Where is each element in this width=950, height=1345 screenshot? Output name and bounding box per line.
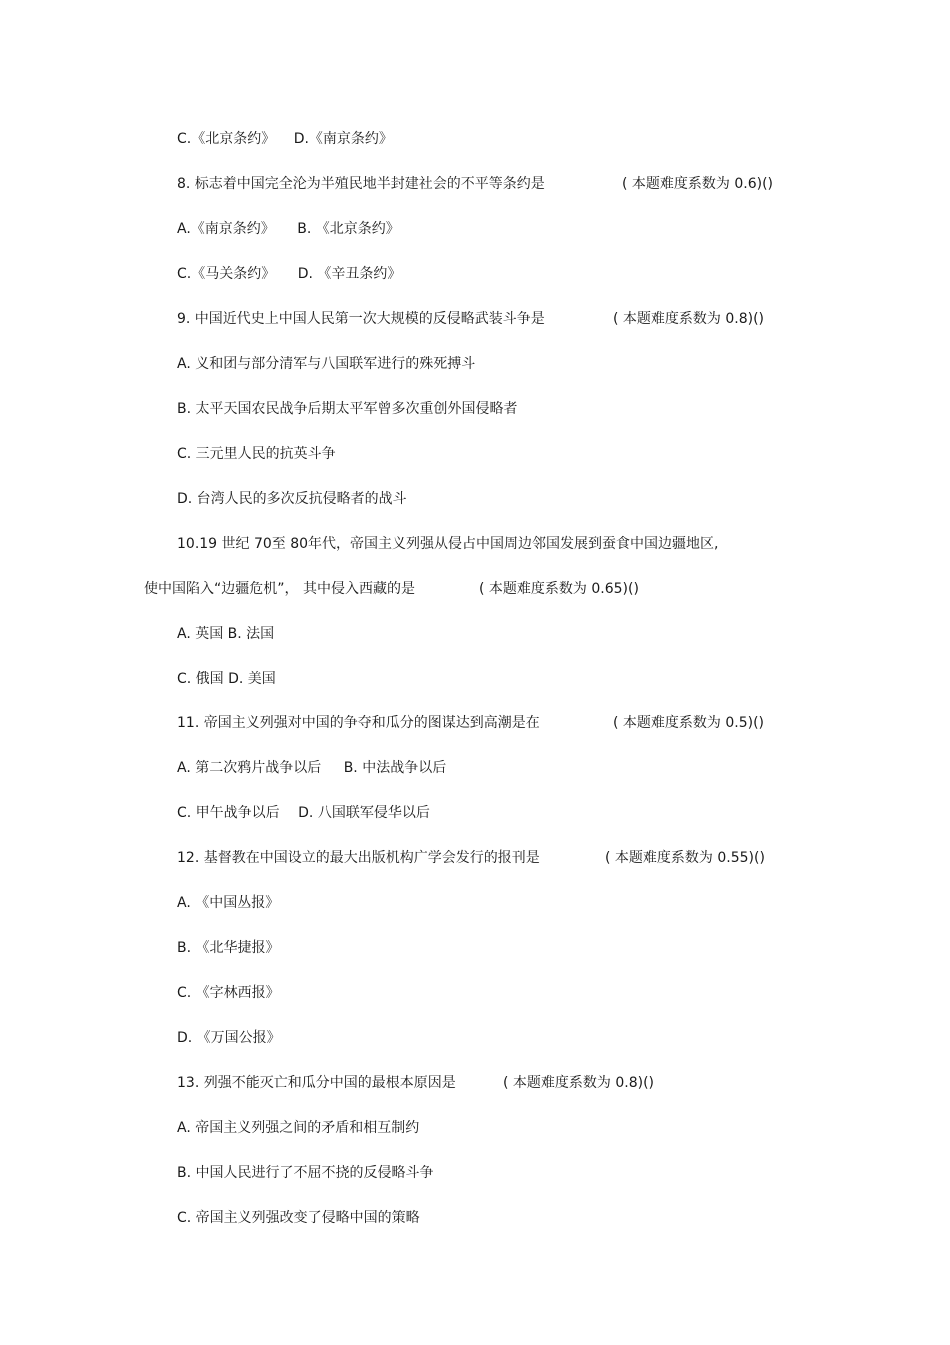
question-12-option-a: A. 《中国丛报》 xyxy=(177,895,280,911)
question-12-difficulty: ( 本题难度系数为 0.55)() xyxy=(605,850,765,866)
option-c: C.《马关条约》 xyxy=(177,266,276,282)
question-13-option-c: C. 帝国主义列强改变了侵略中国的策略 xyxy=(177,1210,420,1226)
option-d: D. 八国联军侵华以后 xyxy=(298,805,430,821)
question-9-option-b: B. 太平天国农民战争后期太平军曾多次重创外国侵略者 xyxy=(177,401,518,417)
question-12 xyxy=(177,849,797,867)
question-9-difficulty: ( 本题难度系数为 0.8)() xyxy=(613,311,765,327)
question-13-option-b: B. 中国人民进行了不屈不挠的反侵略斗争 xyxy=(177,1165,434,1181)
question-9-text: 9. 中国近代史上中国人民第一次大规模的反侵略武装斗争是 xyxy=(177,311,545,327)
question-8-difficulty: ( 本题难度系数为 0.6)() xyxy=(622,176,774,192)
question-9 xyxy=(177,310,797,328)
question-8-options-c-d xyxy=(177,265,401,283)
question-13-text: 13. 列强不能灭亡和瓜分中国的最根本原因是 xyxy=(177,1075,456,1091)
question-12-text: 12. 基督教在中国设立的最大出版机构广学会发行的报刊是 xyxy=(177,850,540,866)
question-11-options-a-b xyxy=(177,759,446,777)
question-8-text: 8. 标志着中国完全沦为半殖民地半封建社会的不平等条约是 xyxy=(177,176,545,192)
question-11-options-c-d xyxy=(177,804,430,822)
question-10-line-2 xyxy=(144,580,764,598)
question-12-option-b: B. 《北华捷报》 xyxy=(177,940,280,956)
question-8 xyxy=(177,175,797,193)
question-13-difficulty: ( 本题难度系数为 0.8)() xyxy=(503,1075,655,1091)
question-8-options-a-b xyxy=(177,220,400,238)
question-11-text: 11. 帝国主义列强对中国的争夺和瓜分的图谋达到高潮是在 xyxy=(177,715,540,731)
question-10-text: 使中国陷入“边疆危机”， 其中侵入西藏的是 xyxy=(144,581,415,597)
options-line-c-d xyxy=(177,130,393,148)
question-9-option-c: C. 三元里人民的抗英斗争 xyxy=(177,446,336,462)
question-10-line-1: 10.19 世纪 70至 80年代，帝国主义列强从侵占中国周边邻国发展到蚕食中国边疆地区, xyxy=(177,536,719,552)
question-10-options-a-b: A. 英国 B. 法国 xyxy=(177,626,275,642)
question-12-option-d: D. 《万国公报》 xyxy=(177,1030,281,1046)
question-10-options-c-d: C. 俄国 D. 美国 xyxy=(177,671,276,687)
question-11-difficulty: ( 本题难度系数为 0.5)() xyxy=(613,715,765,731)
option-a: A.《南京条约》 xyxy=(177,221,275,237)
question-13 xyxy=(177,1074,797,1092)
option-a: A. 第二次鸦片战争以后 xyxy=(177,760,322,776)
question-9-option-a: A. 义和团与部分清军与八国联军进行的殊死搏斗 xyxy=(177,356,476,372)
option-c: C.《北京条约》 xyxy=(177,131,276,147)
question-10-difficulty: ( 本题难度系数为 0.65)() xyxy=(479,581,639,597)
question-11 xyxy=(177,714,797,732)
question-9-option-d: D. 台湾人民的多次反抗侵略者的战斗 xyxy=(177,491,407,507)
question-13-option-a: A. 帝国主义列强之间的矛盾和相互制约 xyxy=(177,1120,420,1136)
option-d: D.《南京条约》 xyxy=(293,131,393,147)
option-b: B. 中法战争以后 xyxy=(343,760,447,776)
question-12-option-c: C. 《字林西报》 xyxy=(177,985,280,1001)
option-b: B. 《北京条约》 xyxy=(297,221,400,237)
option-d: D. 《辛丑条约》 xyxy=(297,266,402,282)
option-c: C. 甲午战争以后 xyxy=(177,805,280,821)
